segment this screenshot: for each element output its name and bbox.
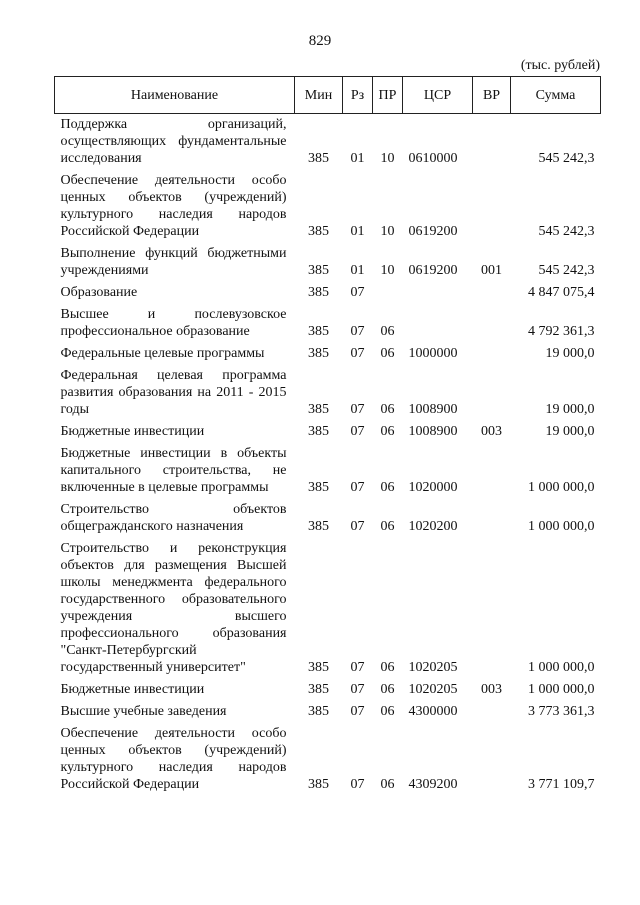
cell-sum: 545 242,3	[538, 263, 595, 278]
cell-rz: 07	[350, 519, 365, 534]
header-name: Наименование	[55, 77, 295, 114]
cell-min: 385	[308, 224, 329, 239]
cell-vr: 003	[481, 682, 502, 697]
cell-min: 385	[308, 263, 329, 278]
cell-pr: 06	[380, 519, 395, 534]
cell-rz: 07	[350, 402, 365, 417]
cell-sum: 1 000 000,0	[528, 480, 595, 495]
page-number: 829	[308, 33, 332, 49]
cell-min: 385	[308, 151, 329, 166]
table-row	[55, 701, 601, 723]
header-csr: ЦСР	[403, 77, 473, 114]
cell-pr: 06	[380, 402, 395, 417]
cell-csr: 1020205	[408, 660, 458, 675]
cell-csr: 0610000	[408, 151, 458, 166]
cell-pr: 06	[380, 480, 395, 495]
cell-sum: 4 847 075,4	[528, 285, 595, 300]
cell-rz: 01	[350, 151, 365, 166]
cell-min: 385	[308, 777, 329, 792]
cell-min: 385	[308, 704, 329, 719]
table-row	[55, 443, 601, 499]
cell-vr	[473, 701, 511, 723]
cell-vr	[473, 723, 511, 796]
cell-name: Бюджетные инвестиции в объекты капитального строительства, не включенные в целевые программы	[60, 446, 287, 495]
cell-min: 385	[308, 519, 329, 534]
cell-name: Федеральные целевые программы	[60, 346, 265, 361]
cell-sum: 3 771 109,7	[528, 777, 595, 792]
table-row	[55, 114, 601, 171]
cell-csr: 0619200	[408, 263, 458, 278]
cell-sum: 4 792 361,3	[528, 324, 595, 339]
cell-csr: 1020200	[408, 519, 458, 534]
cell-min: 385	[308, 660, 329, 675]
cell-csr: 1000000	[408, 346, 458, 361]
cell-sum: 19 000,0	[545, 402, 595, 417]
header-pr: ПР	[373, 77, 403, 114]
header-min: Мин	[295, 77, 343, 114]
cell-rz: 01	[350, 224, 365, 239]
table-row	[55, 243, 601, 282]
cell-name: Высшее и послевузовское профессиональное образование	[60, 307, 287, 339]
units-label: (тыс. рублей)	[520, 58, 600, 73]
cell-name: Поддержка организаций, осуществляющих фундаментальные исследования	[60, 117, 287, 166]
cell-name: Выполнение функций бюджетными учреждениями	[60, 246, 287, 278]
cell-sum: 1 000 000,0	[528, 682, 595, 697]
cell-csr: 4309200	[408, 777, 458, 792]
table-row	[55, 723, 601, 796]
cell-min: 385	[308, 424, 329, 439]
cell-csr: 4300000	[408, 704, 458, 719]
cell-vr	[473, 282, 511, 304]
cell-csr: 1008900	[408, 424, 458, 439]
cell-pr	[373, 282, 403, 304]
cell-vr	[473, 538, 511, 679]
cell-pr: 10	[380, 263, 395, 278]
table-row	[55, 499, 601, 538]
cell-rz: 07	[350, 346, 365, 361]
table-row	[55, 421, 601, 443]
cell-rz: 07	[350, 285, 365, 300]
table-body	[55, 114, 601, 797]
header-rz: Рз	[343, 77, 373, 114]
cell-vr: 001	[481, 263, 502, 278]
cell-min: 385	[308, 480, 329, 495]
cell-csr	[403, 304, 473, 343]
cell-rz: 01	[350, 263, 365, 278]
table-header-row	[55, 77, 601, 114]
cell-vr	[473, 170, 511, 243]
cell-csr: 0619200	[408, 224, 458, 239]
header-vr: ВР	[473, 77, 511, 114]
cell-sum: 1 000 000,0	[528, 519, 595, 534]
cell-min: 385	[308, 346, 329, 361]
cell-name: Строительство и реконструкция объектов для размещения Высшей школы менеджмента федерального государственного образовательного учреждения высшего профессионального образования "Санкт-Петербургский государственный университет"	[60, 541, 287, 675]
cell-pr: 06	[380, 682, 395, 697]
cell-name: Высшие учебные заведения	[60, 704, 227, 719]
cell-rz: 07	[350, 660, 365, 675]
header-sum: Сумма	[511, 77, 601, 114]
cell-rz: 07	[350, 777, 365, 792]
cell-name: Федеральная целевая программа развития образования на 2011 - 2015 годы	[60, 368, 287, 417]
cell-sum: 19 000,0	[545, 424, 595, 439]
cell-name: Строительство объектов общегражданского назначения	[60, 502, 287, 534]
cell-pr: 10	[380, 224, 395, 239]
cell-sum: 545 242,3	[538, 151, 595, 166]
cell-sum: 19 000,0	[545, 346, 595, 361]
cell-csr: 1020000	[408, 480, 458, 495]
table-row	[55, 679, 601, 701]
cell-name: Обеспечение деятельности особо ценных объектов (учреждений) культурного наследия народов Российской Федерации	[60, 173, 287, 239]
cell-pr: 06	[380, 346, 395, 361]
cell-pr: 10	[380, 151, 395, 166]
cell-min: 385	[308, 324, 329, 339]
table-row	[55, 343, 601, 365]
cell-rz: 07	[350, 424, 365, 439]
cell-name: Бюджетные инвестиции	[60, 424, 205, 439]
cell-name: Бюджетные инвестиции	[60, 682, 205, 697]
cell-pr: 06	[380, 777, 395, 792]
cell-min: 385	[308, 285, 329, 300]
table-row	[55, 304, 601, 343]
cell-rz: 07	[350, 704, 365, 719]
table-row	[55, 365, 601, 421]
cell-csr	[403, 282, 473, 304]
cell-csr: 1020205	[408, 682, 458, 697]
cell-name: Обеспечение деятельности особо ценных объектов (учреждений) культурного наследия народов Российской Федерации	[60, 726, 287, 792]
cell-min: 385	[308, 682, 329, 697]
cell-pr: 06	[380, 660, 395, 675]
cell-vr	[473, 443, 511, 499]
cell-csr: 1008900	[408, 402, 458, 417]
cell-rz: 07	[350, 480, 365, 495]
cell-pr: 06	[380, 704, 395, 719]
cell-rz: 07	[350, 324, 365, 339]
table-row	[55, 538, 601, 679]
cell-vr	[473, 343, 511, 365]
cell-vr	[473, 499, 511, 538]
cell-sum: 3 773 361,3	[528, 704, 595, 719]
cell-vr	[473, 304, 511, 343]
cell-pr: 06	[380, 424, 395, 439]
budget-table	[54, 76, 601, 796]
cell-min: 385	[308, 402, 329, 417]
cell-vr	[473, 114, 511, 171]
cell-rz: 07	[350, 682, 365, 697]
cell-name: Образование	[60, 285, 138, 300]
cell-sum: 1 000 000,0	[528, 660, 595, 675]
cell-pr: 06	[380, 324, 395, 339]
table-row	[55, 282, 601, 304]
table-row	[55, 170, 601, 243]
cell-vr	[473, 365, 511, 421]
cell-sum: 545 242,3	[538, 224, 595, 239]
cell-vr: 003	[481, 424, 502, 439]
